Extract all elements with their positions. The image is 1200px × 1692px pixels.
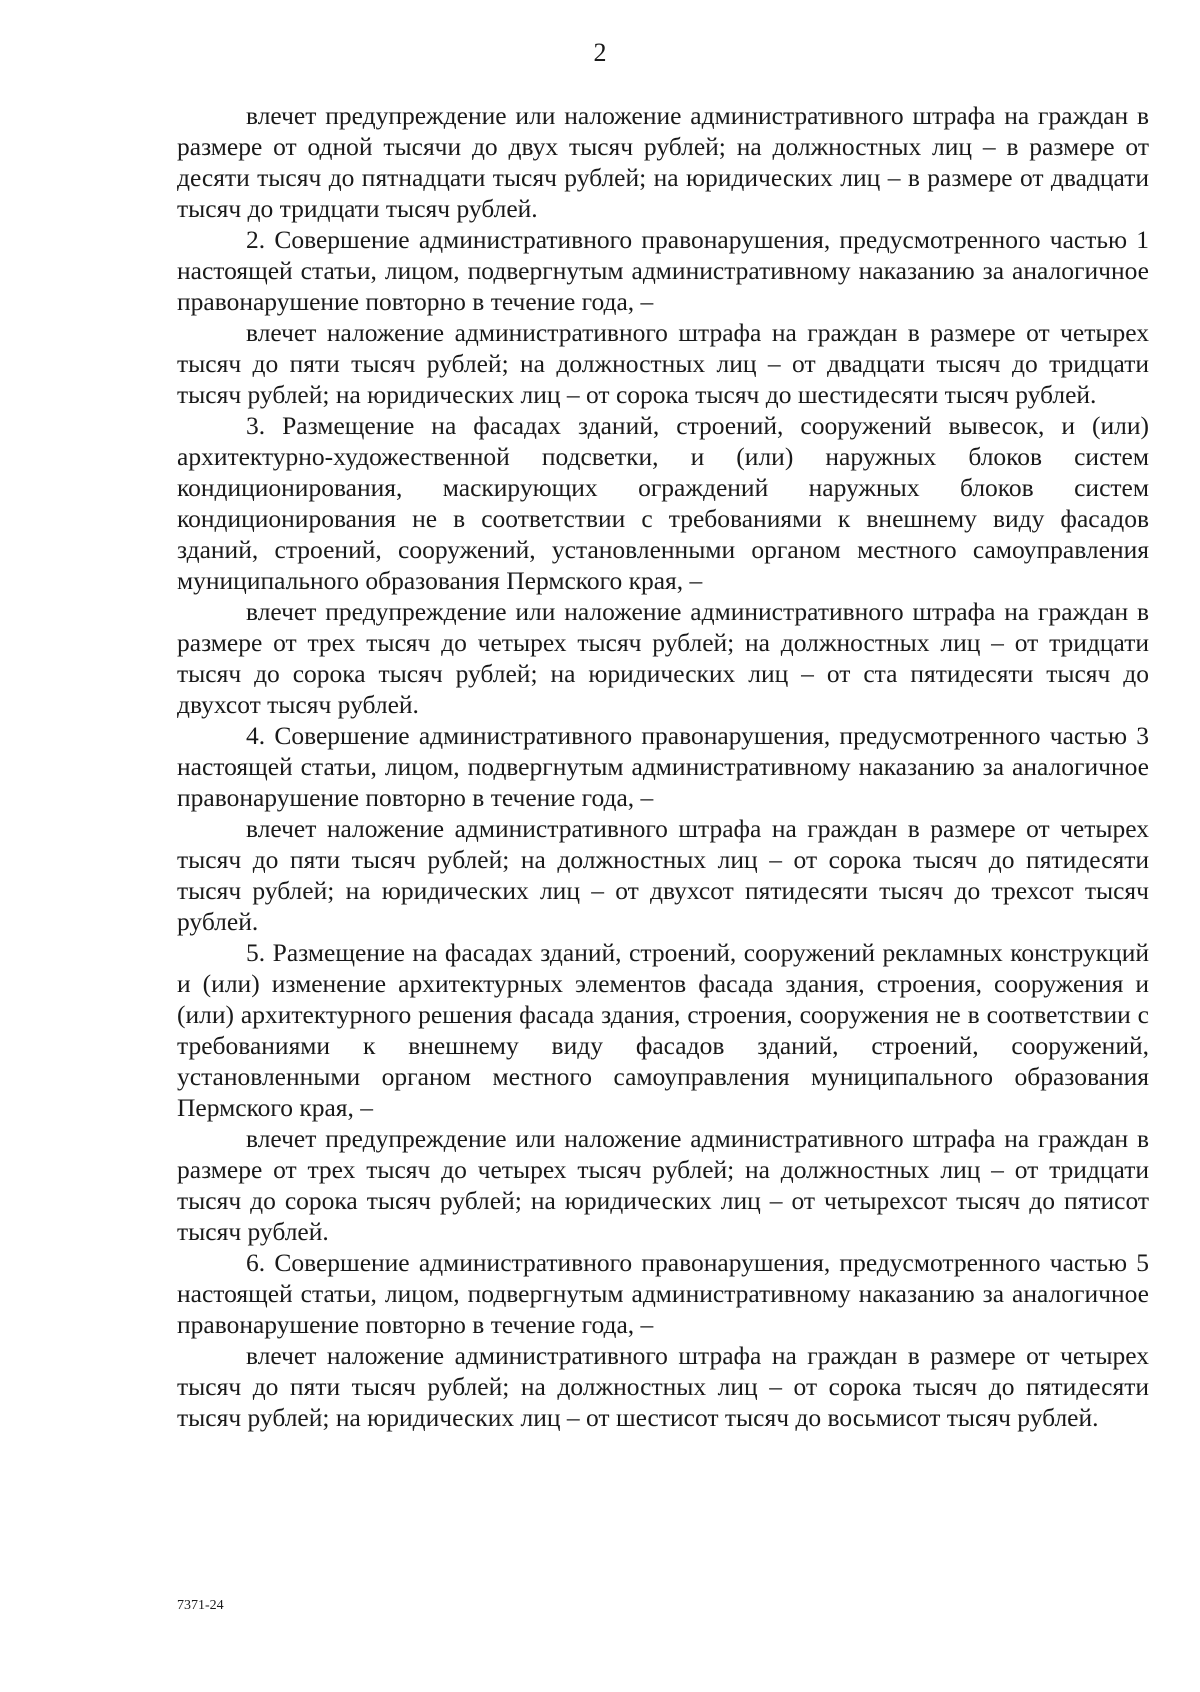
document-body (177, 100, 1149, 1433)
page-number: 2 (593, 38, 607, 67)
paragraph-clause-2: 2. Совершение административного правонарушения, предусмотренного частью 1 настоящей статьи, лицом, подвергнутым административному наказанию за аналогичное правонарушение повторно в течение года, – (177, 225, 1149, 316)
paragraph-sanction-2: влечет наложение административного штрафа на граждан в размере от четырех тысяч до пяти тысяч рублей; на должностных лиц – от двадцати тысяч до тридцати тысяч рублей; на юридических лиц – от сорока тысяч до шестидесяти тысяч рублей. (177, 318, 1149, 409)
paragraph-sanction-4: влечет наложение административного штрафа на граждан в размере от четырех тысяч до пяти тысяч рублей; на должностных лиц – от сорока тысяч до пятидесяти тысяч рублей; на юридических лиц – от двухсот пятидесяти тысяч до трехсот тысяч рублей. (177, 814, 1149, 936)
paragraph-sanction-1: влечет предупреждение или наложение административного штрафа на граждан в размере от одной тысячи до двух тысяч рублей; на должностных лиц – в размере от десяти тысяч до пятнадцати тысяч рублей; на юридических лиц – в размере от двадцати тысяч до тридцати тысяч рублей. (177, 101, 1149, 223)
paragraph-clause-6: 6. Совершение административного правонарушения, предусмотренного частью 5 настоящей статьи, лицом, подвергнутым административному наказанию за аналогичное правонарушение повторно в течение года, – (177, 1248, 1149, 1339)
document-code: 7371-24 (177, 1598, 224, 1613)
paragraph-clause-5: 5. Размещение на фасадах зданий, строений, сооружений рекламных конструкций и (или) изменение архитектурных элементов фасада здания, строения, сооружения и (или) архитектурного решения фасада здания, строения, сооружения не в соответствии с требованиями к внешнему виду фасадов зданий, строений, сооружений, установленными органом местного самоуправления муниципального образования Пермского края, – (177, 938, 1149, 1122)
paragraph-sanction-3: влечет предупреждение или наложение административного штрафа на граждан в размере от трех тысяч до четырех тысяч рублей; на должностных лиц – от тридцати тысяч до сорока тысяч рублей; на юридических лиц – от ста пятидесяти тысяч до двухсот тысяч рублей. (177, 597, 1149, 719)
paragraph-sanction-6: влечет наложение административного штрафа на граждан в размере от четырех тысяч до пяти тысяч рублей; на должностных лиц – от сорока тысяч до пятидесяти тысяч рублей; на юридических лиц – от шестисот тысяч до восьмисот тысяч рублей. (177, 1341, 1149, 1432)
paragraph-sanction-5: влечет предупреждение или наложение административного штрафа на граждан в размере от трех тысяч до четырех тысяч рублей; на должностных лиц – от тридцати тысяч до сорока тысяч рублей; на юридических лиц – от четырехсот тысяч до пятисот тысяч рублей. (177, 1124, 1149, 1246)
paragraph-clause-3: 3. Размещение на фасадах зданий, строений, сооружений вывесок, и (или) архитектурно-художественной подсветки, и (или) наружных блоков систем кондиционирования, маскирующих ограждений наружных блоков систем кондиционирования не в соответствии с требованиями к внешнему виду фасадов зданий, строений, сооружений, установленными органом местного самоуправления муниципального образования Пермского края, – (177, 411, 1149, 595)
paragraph-clause-4: 4. Совершение административного правонарушения, предусмотренного частью 3 настоящей статьи, лицом, подвергнутым административному наказанию за аналогичное правонарушение повторно в течение года, – (177, 721, 1149, 812)
